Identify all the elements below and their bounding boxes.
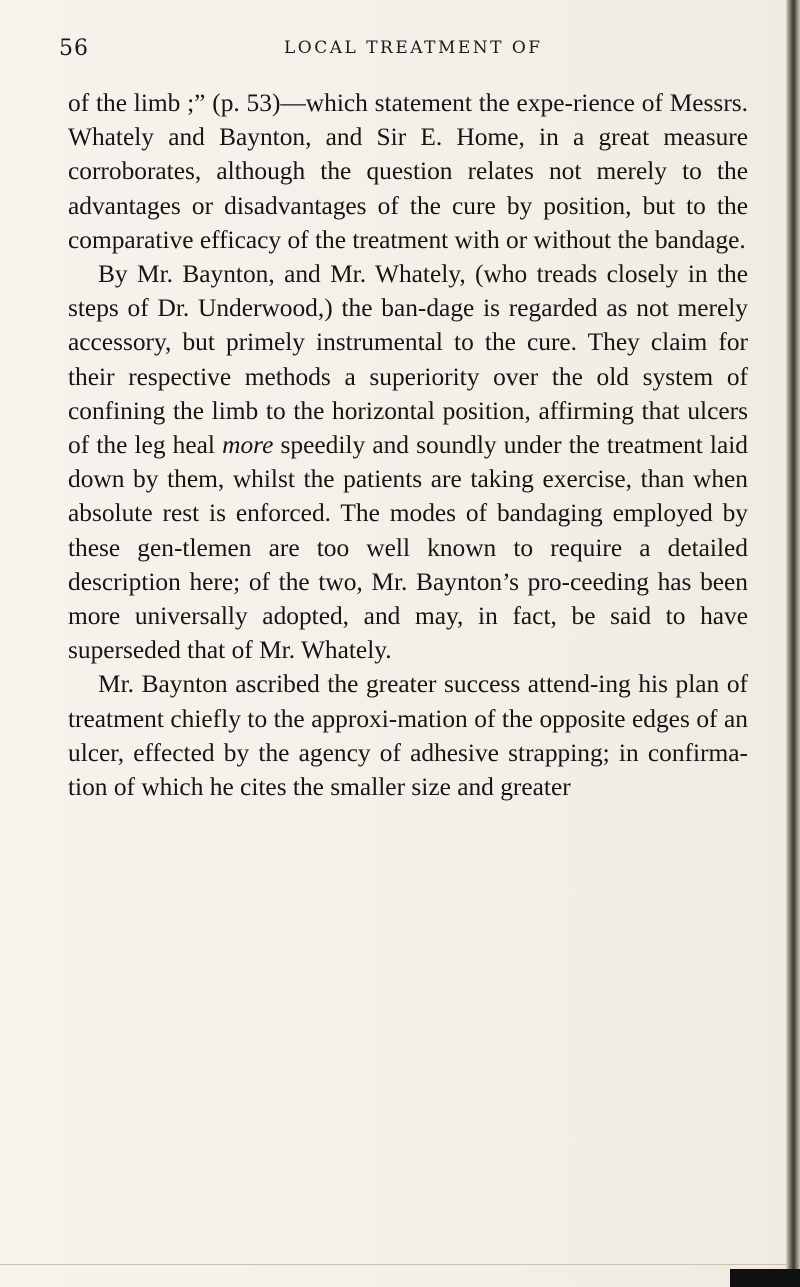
page-number: 56 [59,36,89,61]
italic-emphasis: more [222,431,274,460]
page-edge [786,0,800,1287]
paragraph-1 [68,86,748,257]
paragraph-2 [68,257,748,667]
body-text [68,86,748,804]
running-head: LOCAL TREATMENT OF [284,38,543,58]
paragraph-2-text-a: By Mr. Baynton, and Mr. Whately, (who treads closely in the steps of Dr. Underwood,) the ban-dage is regarded as not merely accessory, but primely instrumental to the cure. They claim for their respective methods a superiority over the old system of confining the limb to the horizontal position, affirming that ulcers of the leg heal [68,260,748,460]
page-corner-mark [730,1269,800,1287]
paragraph-1-text: of the limb ;” (p. 53)—which statement the expe-rience of Messrs. Whately and Baynton, and Sir E. Home, in a great measure corroborates, although the question relates not merely to the advantages or disadvantages of the cure by position, but to the comparative efficacy of the treatment with or without the bandage. [68,89,748,254]
page-header [59,36,759,76]
paragraph-3-text: Mr. Baynton ascribed the greater success attend-ing his plan of treatment chiefly to the approxi-mation of the opposite edges of an ulcer, effected by the agency of adhesive strapping; in confirma-tion of which he cites the smaller size and greater [68,670,748,802]
paragraph-3 [68,667,748,804]
paragraph-2-text-b: speedily and soundly under the treatment laid down by them, whilst the patients are taking exercise, than when absolute rest is enforced. The modes of bandaging employed by these gen-tlemen are too well known to require a detailed description here; of the two, Mr. Baynton’s pro-ceeding has been more universally adopted, and may, in fact, be said to have superseded that of Mr. Whately. [68,431,748,665]
page-bottom-rule [0,1264,800,1265]
